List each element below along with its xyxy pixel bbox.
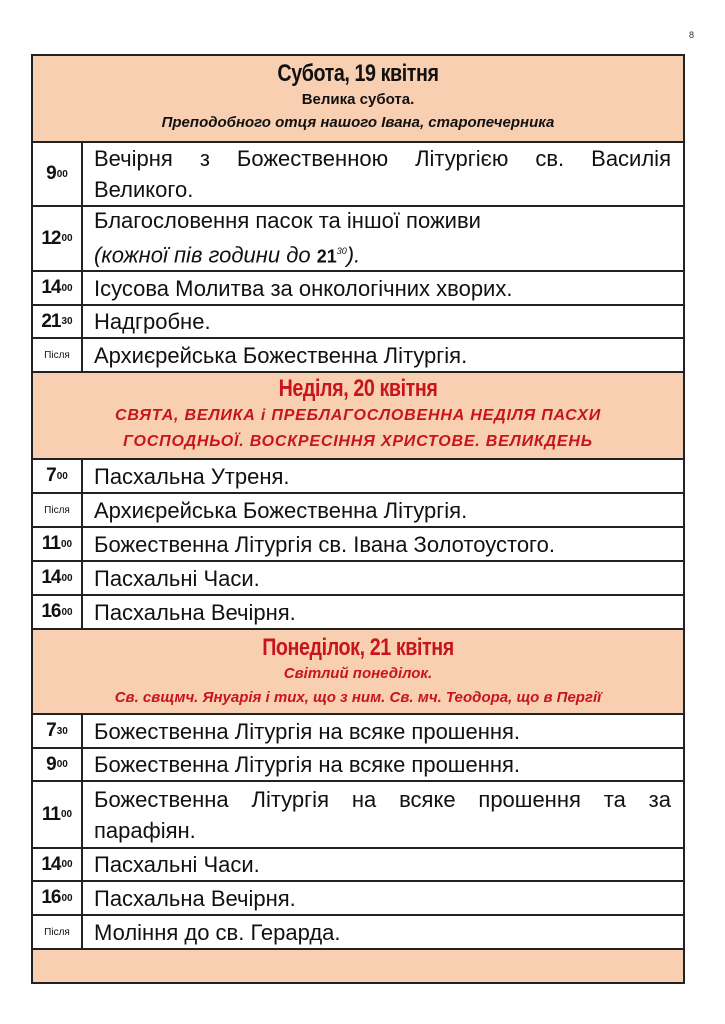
day-commemoration: Преподобного отця нашого Івана, старопечерника xyxy=(161,114,555,131)
time-cell: 14 00 xyxy=(33,272,83,304)
table-row xyxy=(33,460,683,494)
day-title: Понеділок, 21 квітня xyxy=(262,634,454,661)
time-cell: 14 00 xyxy=(33,562,83,594)
table-row xyxy=(33,596,683,630)
table-row xyxy=(33,207,683,272)
service-cell: Божественна Літургія на всяке прошення. xyxy=(94,718,521,744)
table-row xyxy=(33,882,683,916)
service-cell: Пасхальні Часи. xyxy=(94,852,260,877)
page-number: 8 xyxy=(689,30,695,40)
time-cell: Після xyxy=(33,916,83,948)
table-row xyxy=(33,782,683,849)
day-commemoration: СВЯТА, ВЕЛИКА і ПРЕБЛАГОСЛОВЕННА НЕДІЛЯ ПАСХИ xyxy=(114,407,602,424)
service-cell: Пасхальна Утреня. xyxy=(94,463,290,489)
day-header-saturday xyxy=(33,56,683,143)
table-row xyxy=(33,272,683,306)
service-cell: Архиєрейська Божественна Літургія. xyxy=(94,497,468,523)
service-cell: Благословення пасок та іншої поживи (кожної пів години до $21^{30}$). xyxy=(94,207,481,268)
schedule-table xyxy=(31,54,685,984)
time-cell: 11 00 xyxy=(33,528,83,560)
table-row xyxy=(33,916,683,950)
service-cell: Божественна Літургія на всяке прошення та за парафіян. xyxy=(94,786,671,843)
time-cell: 16 00 xyxy=(33,882,83,914)
service-cell: Божественна Літургія на всяке прошення. xyxy=(94,752,521,777)
table-row xyxy=(33,562,683,596)
time-cell: 12 00 xyxy=(33,207,83,270)
day-title: Субота, 19 квітня xyxy=(277,60,439,87)
time-cell: 21 30 xyxy=(33,306,83,337)
time-cell: 11 00 xyxy=(33,782,83,847)
time-cell: 7 00 xyxy=(33,460,83,492)
day-commemoration: ГОСПОДНЬОЇ. ВОСКРЕСІННЯ ХРИСТОВЕ. ВЕЛИКДЕНЬ xyxy=(123,433,593,450)
empty-footer-row xyxy=(33,950,683,982)
table-row xyxy=(33,528,683,562)
table-row xyxy=(33,143,683,207)
time-cell: Після xyxy=(33,339,83,371)
time-cell: 9 00 xyxy=(33,749,83,780)
service-cell: Моління до св. Герарда. xyxy=(94,919,341,945)
time-cell: 9 00 xyxy=(33,143,83,205)
service-cell: Архиєрейська Божественна Літургія. xyxy=(94,342,468,368)
table-row xyxy=(33,849,683,882)
table-row xyxy=(33,494,683,528)
day-header-monday xyxy=(33,630,683,715)
time-cell: 7 30 xyxy=(33,715,83,747)
time-cell: 16 00 xyxy=(33,596,83,628)
day-commemoration: Св. свщмч. Януарія і тих, що з ним. Св. мч. Теодора, що в Пергії xyxy=(114,689,602,706)
service-cell: Пасхальна Вечірня. xyxy=(94,885,296,911)
time-cell: 14 00 xyxy=(33,849,83,880)
service-cell: Ісусова Молитва за онкологічних хворих. xyxy=(94,275,513,301)
table-row xyxy=(33,306,683,339)
day-title: Неділя, 20 квітня xyxy=(278,375,438,402)
service-cell: Вечірня з Божественною Літургією св. Василія Великого. xyxy=(94,146,671,202)
time-cell: Після xyxy=(33,494,83,526)
day-subtitle: Велика субота. xyxy=(301,91,415,108)
table-row xyxy=(33,749,683,782)
service-cell: Пасхальна Вечірня. xyxy=(94,599,296,625)
table-row xyxy=(33,715,683,749)
service-cell: Божественна Літургія св. Івана Золотоустого. xyxy=(94,531,555,557)
service-cell: Пасхальні Часи. xyxy=(94,565,260,591)
table-row xyxy=(33,339,683,373)
day-header-sunday xyxy=(33,373,683,460)
day-subtitle: Світлий понеділок. xyxy=(283,665,433,682)
service-cell: Надгробне. xyxy=(94,309,211,334)
